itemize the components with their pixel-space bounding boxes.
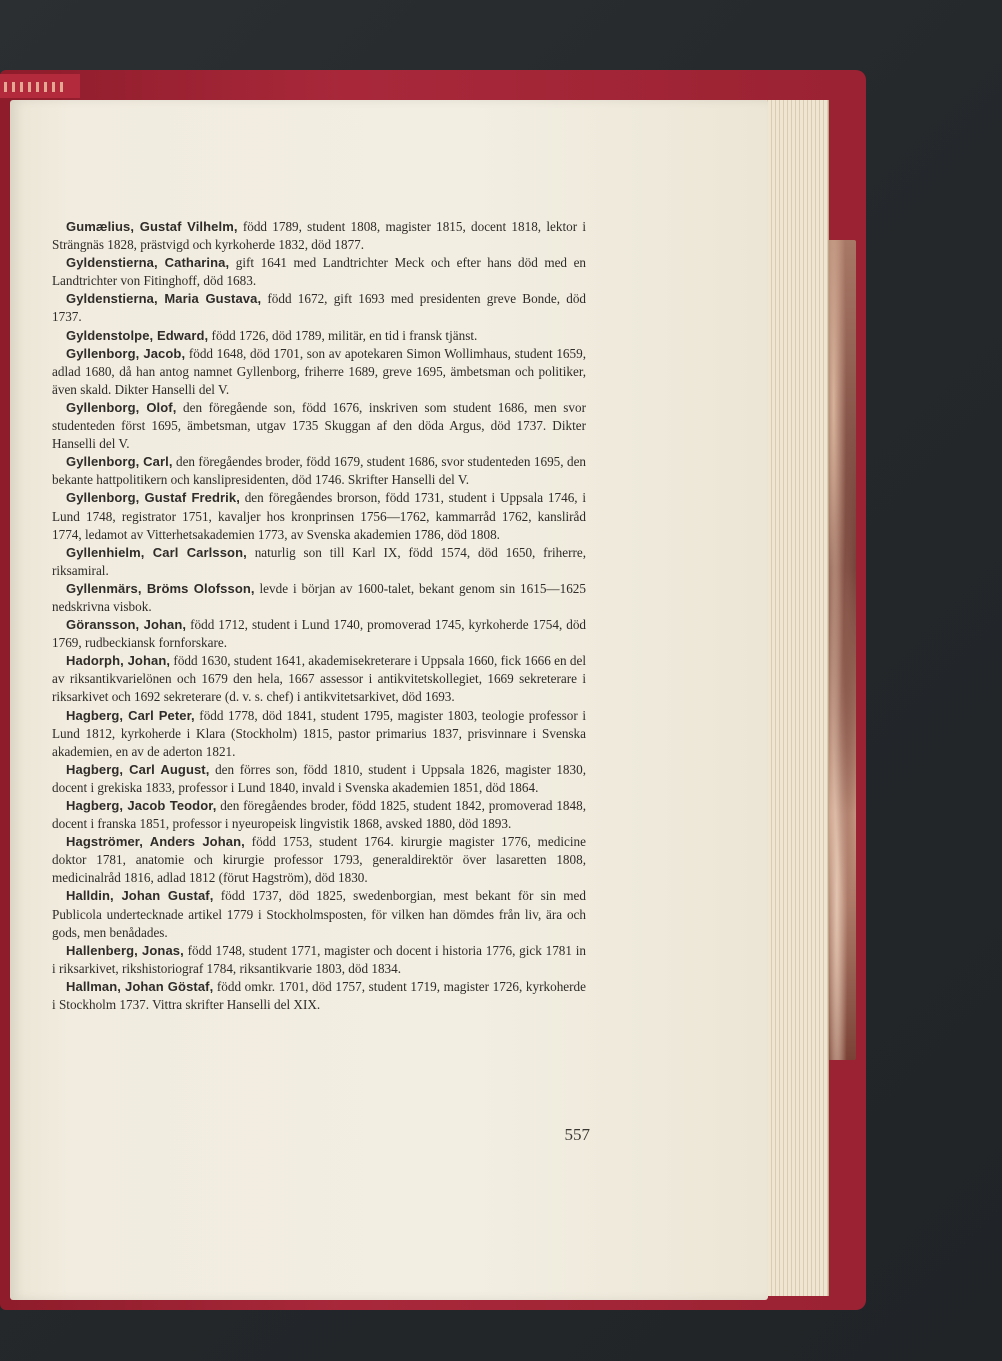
biography-entry <box>52 345 586 399</box>
entry-name: Hagströmer, Anders Johan, <box>66 834 245 850</box>
entry-description: född 1778, död 1841, student 1795, magister 1803, teologie professor i Lund 1812, kyrkoherde i Klara (Stockholm) 1815, pastor primarius 1837, prisvinnare i Svenska akademien, en av de aderton 1821. <box>52 707 586 759</box>
dictionary-text-block <box>52 218 586 1014</box>
biography-entry <box>52 978 586 1014</box>
entry-name: Gyldenstolpe, Edward, <box>66 327 209 343</box>
entry-description: född 1789, student 1808, magister 1815, docent 1818, lektor i Strängnäs 1828, prästvigd och kyrkoherde 1832, död 1877. <box>52 219 586 253</box>
biography-entry <box>52 887 586 941</box>
entry-name: Gyllenmärs, Bröms Olofsson, <box>66 580 255 596</box>
biography-entry <box>52 290 586 326</box>
entry-name: Hagberg, Carl August, <box>66 761 210 777</box>
entry-description: född 1737, död 1825, swedenborgian, mest bekant för sin med Publicola undertecknade artikel 1779 i Stockholmsposten, för vilken han dömdes från liv, ära och gods, men benådades. <box>52 888 587 940</box>
entry-name: Gyllenhielm, Carl Carlsson, <box>66 544 247 560</box>
biography-entry <box>52 580 586 616</box>
entry-description: den föregående son, född 1676, inskriven som student 1686, men svor studenteden först 1695, ämbetsman, utgav 1735 Skuggan af den döda Argus, död 1737. Dikter Hanselli del V. <box>52 399 586 452</box>
entry-name: Göransson, Johan, <box>66 617 187 633</box>
spine-gilt-decoration <box>4 82 64 92</box>
entry-description: född 1672, gift 1693 med presidenten greve Bonde, död 1737. <box>52 291 587 325</box>
entry-name: Gyllenborg, Carl, <box>66 454 173 470</box>
biography-entry <box>52 652 586 706</box>
biography-entry <box>52 254 586 290</box>
entry-name: Gyldenstierna, Maria Gustava, <box>66 291 262 307</box>
entry-description: den föregåendes broder, född 1825, student 1842, promoverad 1848, docent i franska 1851, professor i nyeuropeisk lingvistik 1868, avsked 1880, död 1893. <box>52 798 586 832</box>
biography-entry <box>52 707 586 761</box>
biography-entry <box>52 327 586 345</box>
entry-description: naturlig son till Karl IX, född 1574, död 1650, friherre, riksamiral. <box>52 544 586 578</box>
entry-name: Halldin, Johan Gustaf, <box>66 888 214 904</box>
entry-description: gift 1641 med Landtrichter Meck och efter hans död med en Landtrichter von Fitinghoff, död 1683. <box>52 255 587 289</box>
biography-entry <box>52 544 586 580</box>
entry-name: Hallman, Johan Göstaf, <box>66 978 214 994</box>
entry-name: Hagberg, Carl Peter, <box>66 707 195 723</box>
entry-description: född 1726, död 1789, militär, en tid i fransk tjänst. <box>211 327 478 343</box>
entry-description: den föregåendes broder, född 1679, student 1686, svor studenteden 1695, den bekante hattpolitikern och kanslipresidenten, död 1746. Skrifter Hanselli del V. <box>52 454 587 488</box>
entry-description: född 1630, student 1641, akademisekreterare i Uppsala 1660, fick 1666 en del av riksantikvarielönen och 1679 den hela, 1667 assessor i antikvitetskollegiet, 1669 sekreterare i riksarkivet och 1692 sekreterare (d. v. s. chef) i antikvitetsarkivet, död 1693. <box>52 653 587 705</box>
entry-description: född 1753, student 1764. kirurgie magister 1776, medicine doktor 1781, anatomie och kirurgie professor 1793, generaldirektör över lasaretten 1808, medicinalråd 1816, adlad 1812 (förut Hagström), död 1830. <box>52 834 586 886</box>
entry-description: den föregåendes brorson, född 1731, student i Uppsala 1746, i Lund 1748, registrator 1751, kavaljer hos kronprinsen 1756—1762, kammarråd 1762, kansliråd 1774, ledamot av Vitterhetsakademien 1773, av Svenska akademien 1786, död 1808. <box>52 490 587 542</box>
page-number: 557 <box>564 1125 590 1144</box>
entry-name: Hallenberg, Jonas, <box>66 942 184 958</box>
entry-description: den förres son, född 1810, student i Uppsala 1826, magister 1830, docent i grekiska 1833, professor i Lund 1840, invald i Svenska akademien 1851, död 1864. <box>52 761 587 795</box>
entry-name: Gyldenstierna, Catharina, <box>66 255 230 271</box>
entry-description: född 1648, död 1701, son av apotekaren Simon Wollimhaus, student 1659, adlad 1680, då han antog namnet Gyllenborg, friherre 1689, greve 1695, ämbetsman och politiker, även skald. Dikter Hanselli del V. <box>52 345 586 397</box>
entry-name: Gyllenborg, Olof, <box>66 399 177 415</box>
entry-description: född omkr. 1701, död 1757, student 1719, magister 1726, kyrkoherde i Stockholm 1737. Vittra skrifter Hanselli del XIX. <box>52 978 586 1013</box>
entry-description: född 1712, student i Lund 1740, promoverad 1745, kyrkoherde 1754, död 1769, rudbeckiansk fornforskare. <box>52 617 587 651</box>
entry-name: Hadorph, Johan, <box>66 653 171 669</box>
biography-entry <box>52 453 586 489</box>
entry-description: levde i början av 1600-talet, bekant genom sin 1615—1625 nedskrivna visbok. <box>52 580 586 614</box>
biography-entry <box>52 399 586 453</box>
entry-name: Gyllenborg, Jacob, <box>66 345 186 361</box>
biography-entry <box>52 616 586 652</box>
biography-entry <box>52 218 586 254</box>
biography-entry <box>52 797 586 833</box>
entry-name: Gumælius, Gustaf Vilhelm, <box>66 219 238 234</box>
entry-name: Hagberg, Jacob Teodor, <box>66 798 217 813</box>
biography-entry <box>52 489 586 543</box>
biography-entry <box>52 942 586 978</box>
biography-entry <box>52 833 586 887</box>
biography-entry <box>52 761 586 797</box>
entry-name: Gyllenborg, Gustaf Fredrik, <box>66 490 240 506</box>
entry-description: född 1748, student 1771, magister och docent i historia 1776, gick 1781 in i riksarkivet, rikshistoriograf 1784, riksantikvarie 1803, död 1834. <box>52 942 586 976</box>
